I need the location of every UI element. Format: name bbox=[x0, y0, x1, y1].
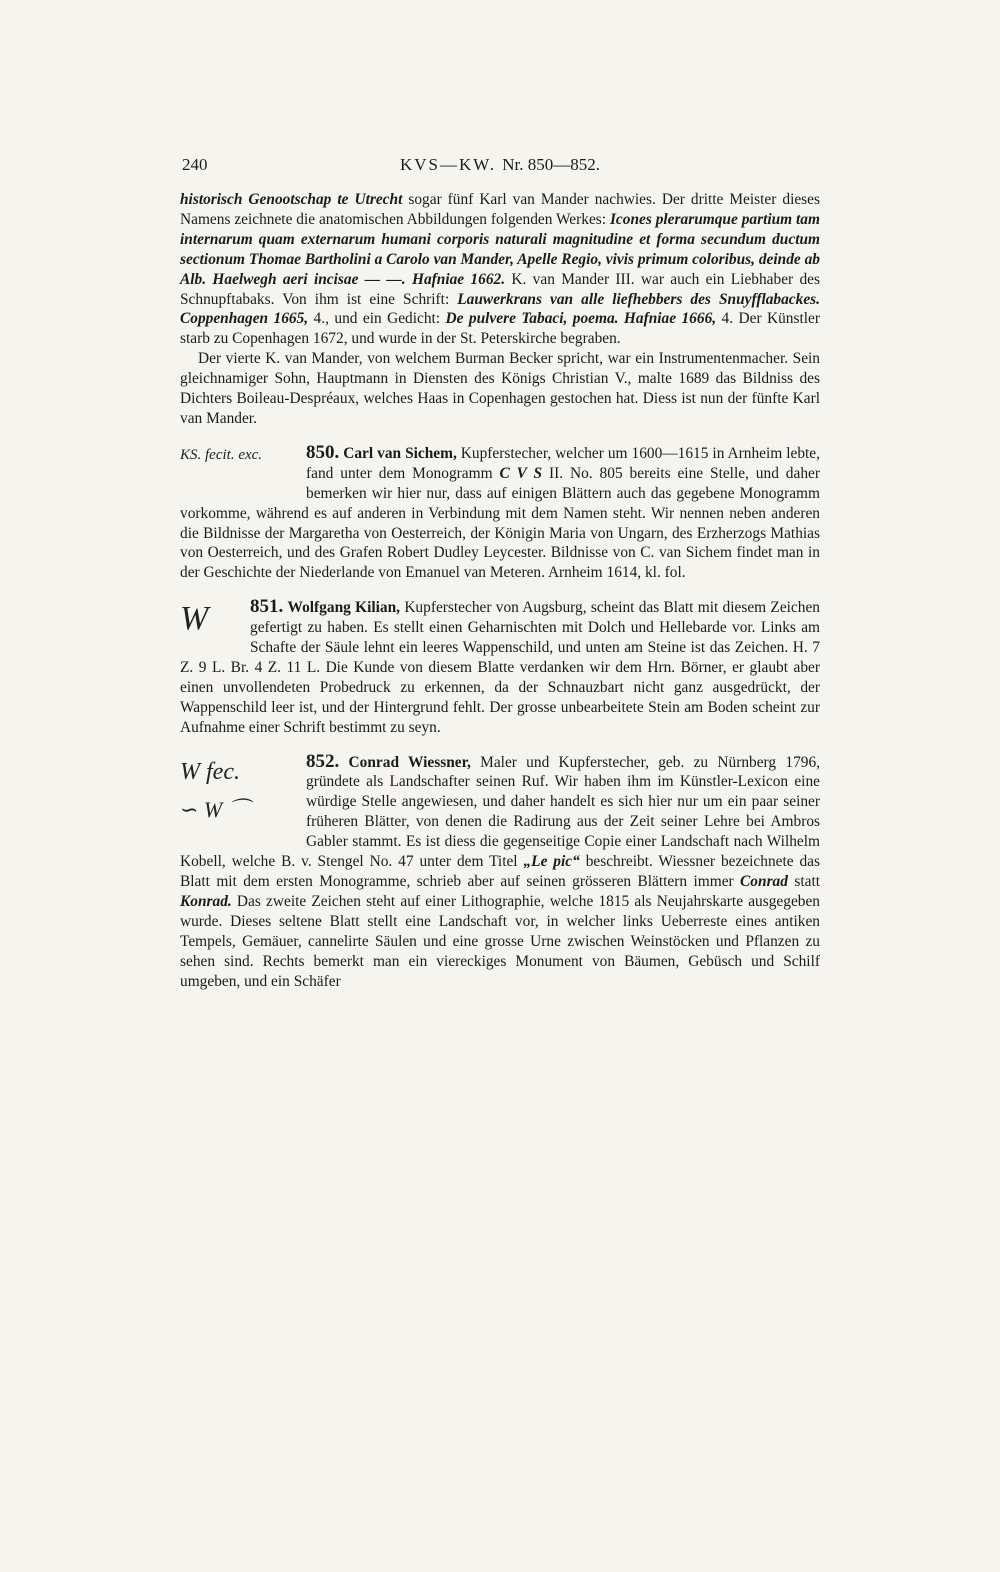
entry-number: 850. bbox=[306, 441, 340, 463]
artist-name: Carl van Sichem, bbox=[343, 444, 457, 462]
page-number: 240 bbox=[182, 155, 208, 174]
monogram-852-second: ∽ W ⌒ bbox=[180, 796, 250, 822]
text-run: Konrad. bbox=[180, 892, 232, 910]
monogram-852-first: W fec. bbox=[180, 758, 240, 785]
monogram-850-image: KS. fecit. exc. bbox=[180, 446, 263, 463]
page-header bbox=[180, 155, 820, 177]
artist-name: Wolfgang Kilian, bbox=[287, 599, 401, 617]
text-run: Kupferstecher, welcher um 1600—1615 in Arnheim lebte, fand unter dem Monogramm bbox=[306, 444, 820, 482]
text-run: beschreibt. Wiessner bezeichnete das Blatt mit dem ersten Monogramme, schrieb aber auf seinen grösseren Blättern immer bbox=[180, 853, 820, 890]
text-run: Maler und Kupferstecher, geb. zu Nürnberg 1796, gründete als Landschafter seinen Ruf. Wir haben ihm im Künstler-Lexicon eine würdige Stelle angewiesen, und daher handelt es sich hier nur um ein paar seiner früheren Blätter, von denen die Radirung aus der Zeit seiner Lehre bei Ambros Gabler stammt. Es ist diess die gegenseitige Copie einer Landschaft nach Wilhelm Kobell, welche B. v. Stengel No. 47 unter dem Titel bbox=[180, 753, 821, 871]
text-run: historisch Genootschap te Utrecht bbox=[180, 191, 403, 208]
entry-851-text bbox=[180, 597, 820, 737]
entry-range: Nr. 850—852. bbox=[502, 155, 601, 174]
text-run: Conrad bbox=[740, 873, 788, 890]
text-run: C V S bbox=[499, 464, 543, 482]
text-run: K. van Mander III. war auch ein Liebhaber des Schnupftabaks. Von ihm ist eine Schrift: bbox=[180, 270, 820, 308]
entry-851 bbox=[180, 597, 820, 737]
text-run: „Le pic“ bbox=[523, 853, 580, 871]
text-run: II. No. 805 bereits eine Stelle, und daher bemerken wir hier nur, dass auf einigen Blättern auch das gegebene Monogramm vorkomme, während es auf anderen in Verbindung mit dem Namen steht. Wir nennen neben anderen die Bildnisse der Margaretha von Oesterreich, der Königin Maria von Ungarn, des Erzherzogs Mathias von Oesterreich, und des Grafen Robert Dudley Leycester. Bildnisse von C. van Sichem findet man in der Geschichte der Niederlande von Emanuel van Meteren. Arnheim 1614, kl. fol. bbox=[180, 464, 820, 582]
entry-number: 852. bbox=[306, 750, 340, 772]
text-run: Der vierte K. van Mander, von welchem Burman Becker spricht, war ein Instrumentenmacher. Sein gleichnamiger Sohn, Hauptmann in Diensten des Königs Christian V., malte 1689 das Bildniss des Dichters Boileau-Despréaux, welches Haas in Copenhagen gestochen hat. Diess ist nun der fünfte Karl van Mander. bbox=[180, 350, 820, 427]
text-run: De pulvere Tabaci, poema. Hafniae 1666, bbox=[445, 310, 717, 328]
text-run: Icones plerarumque partium tam internarum quam externarum humani corporis naturali magnitudine et forma secundum ductum sectionum Thomae Bartholini a Carolo van Mander, Apelle Regio, vivis primum coloribus, deinde ab Alb. Haelwegh aeri incisae — —. Hafniae 1662. bbox=[180, 210, 820, 288]
monogram-852-image bbox=[180, 754, 298, 834]
body-text bbox=[180, 190, 820, 991]
artist-name: Conrad Wiessner, bbox=[348, 753, 471, 771]
text-run: 4. Der Künstler starb zu Copenhagen 1672, und wurde in der St. Peterskirche begraben. bbox=[180, 310, 820, 348]
text-run: Das zweite Zeichen steht auf einer Lithographie, welche 1815 als Neujahrskarte ausgegeben wurde. Dieses seltene Blatt stellt eine Landschaft vor, in welcher links Ueberreste eines antiken Tempels, Gemäuer, cannelirte Säulen und eine grosse Urne zwischen Weinstöcken und Pflanzen zu sehen sind. Rechts bemerkt man ein viereckiges Monument von Bäumen, Gebüsch und Schilf umgeben, und ein Schäfer bbox=[180, 892, 820, 990]
running-title-text: KVS—KW. bbox=[399, 155, 497, 174]
monogram-851-image: W bbox=[180, 600, 209, 638]
text-run: Kupferstecher von Augsburg, scheint das Blatt mit diesem Zeichen gefertigt zu haben. Es stellt einen Geharnischten mit Dolch und Hellebarde vor. Links am Schafte der Säule lehnt ein leeres Wappenschild, und unten am Steine ist das Zeichen. H. 7 Z. 9 L. Br. 4 Z. 11 L. Die Kunde von diesem Blatte verdanken wir dem Hrn. Börner, er glaubt aber einen unvollendeten Probedruck zu erkennen, da der Schnauzbart nicht ganz ausgedrückt, der Wappenschild leer ist, und der Hintergrund fehlt. Der grosse unbearbeitete Stein am Boden scheint zur Aufnahme einer Schrift bestimmt zu seyn. bbox=[180, 599, 820, 736]
text-run: statt bbox=[787, 873, 820, 890]
text-run: sogar fünf Karl van Mander nachwies. Der dritte Meister dieses Namens zeichnete die anatomischen Abbildungen folgenden Werkes: bbox=[180, 191, 820, 228]
entry-number: 851. bbox=[250, 596, 284, 618]
intro-paragraph-2 bbox=[180, 349, 820, 429]
text-run: Lauwerkrans van alle liefhebbers des Snuyfflabackes. Coppenhagen 1665, bbox=[180, 290, 821, 328]
running-title bbox=[180, 155, 820, 175]
entry-850 bbox=[180, 443, 820, 583]
intro-paragraph-1 bbox=[180, 190, 820, 349]
entry-852 bbox=[180, 752, 820, 992]
text-run: 4., und ein Gedicht: bbox=[308, 310, 446, 328]
